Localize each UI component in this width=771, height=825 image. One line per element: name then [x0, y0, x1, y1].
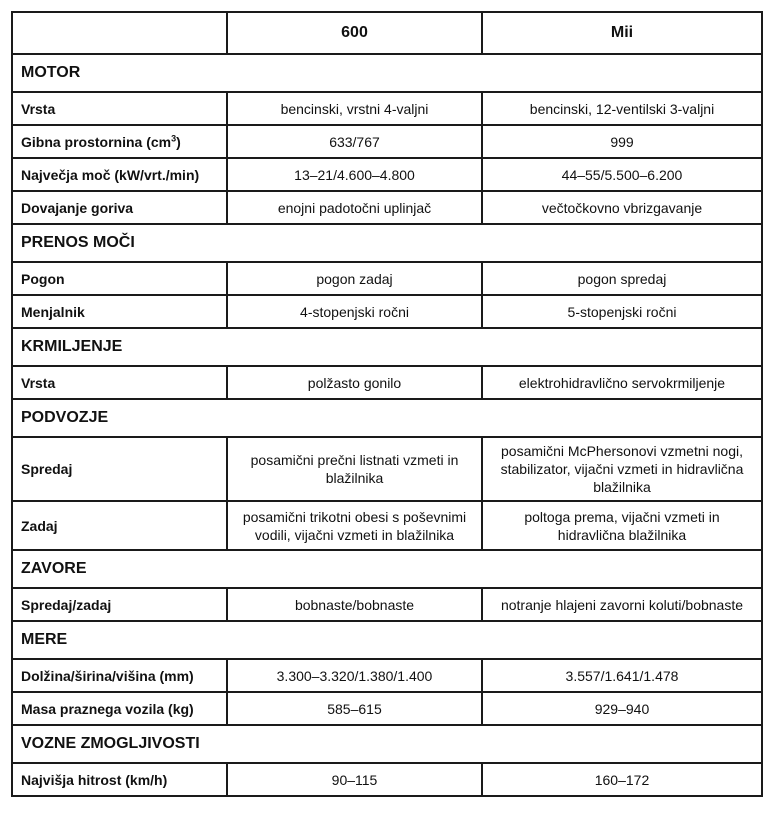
- table-row: [12, 366, 762, 399]
- value-mii: 929–940: [482, 692, 762, 725]
- row-label: Zadaj: [12, 501, 227, 550]
- value-600: polžasto gonilo: [227, 366, 482, 399]
- row-label-text: Gibna prostornina (cm: [21, 133, 172, 150]
- value-600: 4-stopenjski ročni: [227, 295, 482, 328]
- row-label: Pogon: [12, 262, 227, 295]
- value-mii: 44–55/5.500–6.200: [482, 158, 762, 191]
- section-title: MERE: [12, 621, 762, 659]
- section-title: VOZNE ZMOGLJIVOSTI: [12, 725, 762, 763]
- value-mii: 3.557/1.641/1.478: [482, 659, 762, 692]
- row-label: Spredaj: [12, 437, 227, 501]
- value-mii: 160–172: [482, 763, 762, 796]
- row-label: Dovajanje goriva: [12, 191, 227, 224]
- spec-comparison-table: [11, 11, 763, 797]
- value-600: bencinski, vrstni 4-valjni: [227, 92, 482, 125]
- row-label-end: ): [176, 133, 181, 150]
- value-600: pogon zadaj: [227, 262, 482, 295]
- header-corner-cell: [12, 12, 227, 54]
- value-mii: bencinski, 12-ventilski 3-valjni: [482, 92, 762, 125]
- row-label: [12, 125, 227, 158]
- section-title: MOTOR: [12, 54, 762, 92]
- value-600: 633/767: [227, 125, 482, 158]
- row-label: Vrsta: [12, 366, 227, 399]
- row-label: Vrsta: [12, 92, 227, 125]
- table-row: [12, 92, 762, 125]
- table-row: [12, 501, 762, 550]
- header-col-600: 600: [227, 12, 482, 54]
- value-mii: 5-stopenjski ročni: [482, 295, 762, 328]
- table-row: [12, 158, 762, 191]
- table-row: [12, 763, 762, 796]
- section-krmiljenje: [12, 328, 762, 366]
- value-600: 585–615: [227, 692, 482, 725]
- row-label: Masa praznega vozila (kg): [12, 692, 227, 725]
- row-label: Spredaj/zadaj: [12, 588, 227, 621]
- section-title: PODVOZJE: [12, 399, 762, 437]
- row-label: Največja moč (kW/vrt./min): [12, 158, 227, 191]
- header-col-mii: Mii: [482, 12, 762, 54]
- section-title: ZAVORE: [12, 550, 762, 588]
- value-600: posamični prečni listnati vzmeti in blažilnika: [227, 437, 482, 501]
- value-600: enojni padotočni uplinjač: [227, 191, 482, 224]
- value-mii: poltoga prema, vijačni vzmeti in hidravlična blažilnika: [482, 501, 762, 550]
- row-label: Dolžina/širina/višina (mm): [12, 659, 227, 692]
- value-mii: posamični McPhersonovi vzmetni nogi, stabilizator, vijačni vzmeti in hidravlična blažilnika: [482, 437, 762, 501]
- value-600: 3.300–3.320/1.380/1.400: [227, 659, 482, 692]
- table-row: [12, 588, 762, 621]
- header-row: [12, 12, 762, 54]
- value-mii: 999: [482, 125, 762, 158]
- table-row: [12, 295, 762, 328]
- section-prenos-moci: [12, 224, 762, 262]
- value-600: 13–21/4.600–4.800: [227, 158, 482, 191]
- value-mii: večtočkovno vbrizgavanje: [482, 191, 762, 224]
- value-mii: notranje hlajeni zavorni koluti/bobnaste: [482, 588, 762, 621]
- table-row: [12, 262, 762, 295]
- row-label: Najvišja hitrost (km/h): [12, 763, 227, 796]
- section-mere: [12, 621, 762, 659]
- value-600: posamični trikotni obesi s poševnimi vodili, vijačni vzmeti in blažilnika: [227, 501, 482, 550]
- section-title: PRENOS MOČI: [12, 224, 762, 262]
- table-row: [12, 191, 762, 224]
- value-600: bobnaste/bobnaste: [227, 588, 482, 621]
- table-row: [12, 692, 762, 725]
- row-label: Menjalnik: [12, 295, 227, 328]
- section-vozne-zmogljivosti: [12, 725, 762, 763]
- table-row: [12, 125, 762, 158]
- section-title: KRMILJENJE: [12, 328, 762, 366]
- superscript: 3: [171, 132, 177, 143]
- value-mii: pogon spredaj: [482, 262, 762, 295]
- table-row: [12, 437, 762, 501]
- section-podvozje: [12, 399, 762, 437]
- value-mii: elektrohidravlično servokrmiljenje: [482, 366, 762, 399]
- value-600: 90–115: [227, 763, 482, 796]
- section-zavore: [12, 550, 762, 588]
- section-motor: [12, 54, 762, 92]
- table-row: [12, 659, 762, 692]
